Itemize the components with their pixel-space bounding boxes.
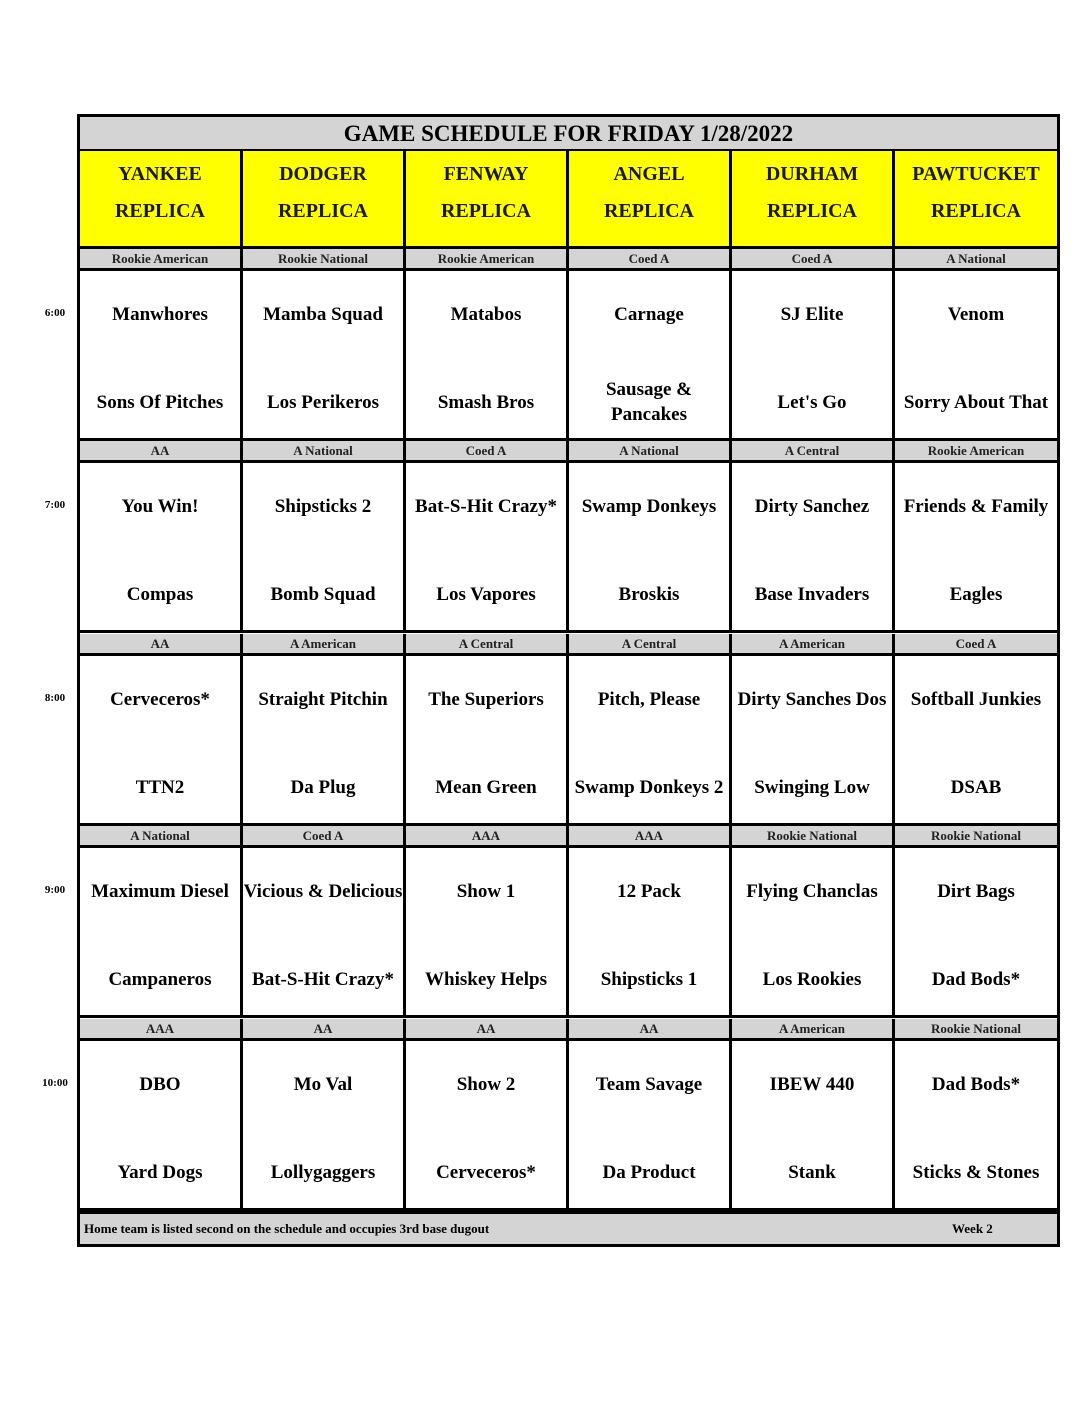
home-team: Mean Green: [435, 776, 537, 798]
home-team: Da Plug: [290, 776, 356, 798]
home-team: Compas: [126, 583, 194, 605]
away-team: IBEW 440: [769, 1073, 855, 1095]
division-label: A National: [243, 441, 406, 463]
away-team: Cerveceros*: [110, 688, 210, 710]
game-cell: [80, 1041, 243, 1211]
away-team: Pitch, Please: [597, 688, 701, 710]
division-label: A Central: [569, 634, 732, 656]
field-name: DODGER: [279, 163, 367, 185]
division-label: A National: [80, 826, 243, 848]
game-cell: [732, 463, 895, 633]
division-label: Rookie National: [895, 1019, 1057, 1041]
field-name: DURHAM: [765, 163, 859, 185]
game-cell: [895, 463, 1057, 633]
game-cell: [80, 271, 243, 441]
home-team: Swinging Low: [754, 776, 870, 798]
away-team: Dirty Sanchez: [754, 495, 870, 517]
game-cell: [406, 271, 569, 441]
away-team: Matabos: [450, 303, 522, 325]
division-label: A American: [243, 634, 406, 656]
division-label: Rookie American: [895, 441, 1057, 463]
away-team: Shipsticks 2: [274, 495, 372, 517]
game-cell: [243, 463, 406, 633]
home-team-note: Home team is listed second on the schedule and occupies 3rd base dugout: [84, 1221, 490, 1236]
home-team: Yard Dogs: [117, 1161, 203, 1183]
away-team: The Superiors: [428, 688, 544, 710]
division-label: Rookie American: [80, 249, 243, 271]
away-team: Dad Bods*: [931, 1073, 1021, 1095]
division-label: Coed A: [732, 249, 895, 271]
game-cell: [406, 848, 569, 1018]
division-label: A National: [895, 249, 1057, 271]
home-team: Sons Of Pitches: [96, 391, 224, 413]
away-team: Mo Val: [293, 1073, 353, 1095]
home-team: Campaneros: [108, 968, 212, 990]
home-team: Los Perikeros: [266, 391, 380, 413]
home-team: DSAB: [950, 776, 1002, 798]
division-label: Coed A: [895, 634, 1057, 656]
field-header: [895, 151, 1057, 249]
game-cell: [569, 1041, 732, 1211]
away-team: Dirt Bags: [937, 880, 1015, 902]
division-label: Rookie National: [895, 826, 1057, 848]
home-team: TTN2: [135, 776, 185, 798]
footer-bar: [80, 1211, 1057, 1244]
away-team: Swamp Donkeys: [581, 495, 717, 517]
field-name: PAWTUCKET: [912, 163, 1040, 185]
division-label: Rookie National: [243, 249, 406, 271]
game-cell: [569, 271, 732, 441]
week-label: Week 2: [952, 1221, 993, 1236]
away-team: Team Savage: [595, 1073, 703, 1095]
away-team: Bat-S-Hit Crazy*: [415, 495, 557, 517]
away-team: Friends & Family: [903, 495, 1049, 517]
game-cell: [243, 271, 406, 441]
field-subtitle: REPLICA: [440, 200, 531, 222]
game-cell: [406, 463, 569, 633]
game-cell: [243, 1041, 406, 1211]
time-label: 10:00: [42, 1077, 68, 1089]
away-team: Maximum Diesel: [91, 880, 229, 902]
field-header: [243, 151, 406, 249]
home-team: Broskis: [618, 583, 680, 605]
game-cell: [895, 848, 1057, 1018]
game-cell: [569, 656, 732, 826]
division-label: AA: [406, 1019, 569, 1041]
field-name: ANGEL: [613, 163, 685, 185]
away-team: Vicious & Delicious: [243, 880, 403, 902]
division-label: AAA: [569, 826, 732, 848]
home-team: Stank: [788, 1161, 836, 1183]
game-cell: [895, 1041, 1057, 1211]
home-team: Bomb Squad: [270, 583, 376, 605]
away-team: 12 Pack: [617, 880, 681, 902]
game-cell: [569, 463, 732, 633]
home-team: Base Invaders: [754, 583, 870, 605]
division-label: AA: [80, 634, 243, 656]
field-subtitle: REPLICA: [603, 200, 694, 222]
division-label: Coed A: [569, 249, 732, 271]
home-team: Dad Bods*: [931, 968, 1021, 990]
game-cell: [895, 656, 1057, 826]
field-subtitle: REPLICA: [766, 200, 857, 222]
home-team: Whiskey Helps: [425, 968, 547, 990]
home-team: Cerveceros*: [436, 1161, 536, 1183]
home-team: Da Product: [602, 1161, 696, 1183]
home-team: Los Rookies: [762, 968, 862, 990]
division-label: AA: [243, 1019, 406, 1041]
time-label: 6:00: [44, 307, 66, 319]
field-header: [406, 151, 569, 249]
division-label: A American: [732, 1019, 895, 1041]
home-team: Smash Bros: [437, 391, 535, 413]
division-label: A American: [732, 634, 895, 656]
field-header: [80, 151, 243, 249]
away-team: SJ Elite: [780, 303, 844, 325]
field-subtitle: REPLICA: [114, 200, 205, 222]
game-cell: [406, 656, 569, 826]
time-label: 9:00: [44, 884, 66, 896]
home-team: Sorry About That: [903, 391, 1049, 413]
home-team: Los Vapores: [436, 583, 536, 605]
game-cell: [732, 1041, 895, 1211]
time-label: 7:00: [44, 499, 66, 511]
division-label: Rookie National: [732, 826, 895, 848]
game-cell: [243, 656, 406, 826]
field-subtitle: REPLICA: [930, 200, 1021, 222]
game-cell: [732, 656, 895, 826]
away-team: Dirty Sanches Dos: [737, 688, 887, 710]
field-name: FENWAY: [443, 163, 529, 185]
time-label: 8:00: [44, 692, 66, 704]
away-team: DBO: [139, 1073, 181, 1095]
game-cell: [243, 848, 406, 1018]
field-name: YANKEE: [118, 163, 202, 185]
home-team: Swamp Donkeys 2: [574, 776, 724, 798]
home-team: Sticks & Stones: [912, 1161, 1040, 1183]
game-cell: [732, 848, 895, 1018]
away-team: Venom: [947, 303, 1005, 325]
home-team: Lollygaggers: [270, 1161, 376, 1183]
division-label: AAA: [80, 1019, 243, 1041]
division-label: Rookie American: [406, 249, 569, 271]
field-header: [732, 151, 895, 249]
away-team: Flying Chanclas: [746, 880, 878, 902]
home-team: Eagles: [949, 583, 1003, 605]
division-label: AAA: [406, 826, 569, 848]
field-subtitle: REPLICA: [277, 200, 368, 222]
division-label: AA: [80, 441, 243, 463]
game-cell: [80, 848, 243, 1018]
home-team: Shipsticks 1: [600, 968, 698, 990]
home-team: Let's Go: [777, 391, 847, 413]
division-label: A Central: [732, 441, 895, 463]
division-label: AA: [569, 1019, 732, 1041]
away-team: Softball Junkies: [910, 688, 1042, 710]
away-team: Manwhores: [112, 303, 208, 325]
away-team: Carnage: [614, 303, 684, 325]
division-label: A Central: [406, 634, 569, 656]
away-team: Straight Pitchin: [258, 688, 388, 710]
schedule-table: [77, 114, 1060, 1247]
away-team: Show 1: [456, 880, 516, 902]
page-title: GAME SCHEDULE FOR FRIDAY 1/28/2022: [80, 117, 1057, 151]
game-cell: [569, 848, 732, 1018]
home-team: Sausage & Pancakes: [605, 379, 693, 425]
division-label: A National: [569, 441, 732, 463]
division-label: Coed A: [243, 826, 406, 848]
away-team: You Win!: [121, 495, 199, 517]
game-cell: [406, 1041, 569, 1211]
home-team: Bat-S-Hit Crazy*: [252, 968, 394, 990]
field-header: [569, 151, 732, 249]
division-label: Coed A: [406, 441, 569, 463]
game-cell: [80, 463, 243, 633]
away-team: Show 2: [456, 1073, 516, 1095]
away-team: Mamba Squad: [263, 303, 383, 325]
game-cell: [732, 271, 895, 441]
game-cell: [895, 271, 1057, 441]
game-cell: [80, 656, 243, 826]
